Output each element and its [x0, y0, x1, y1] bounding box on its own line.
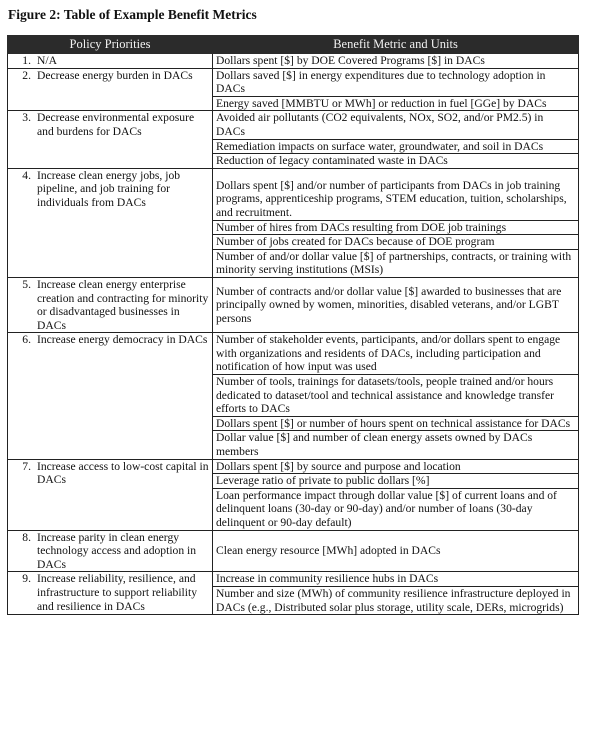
header-benefit-metric: Benefit Metric and Units — [213, 36, 579, 54]
priority-text: Increase clean energy enterprise creation and contracting for minority or disadvantaged businesses in DACs — [37, 277, 209, 332]
metric-item: Leverage ratio of private to public dollars [%] — [213, 473, 578, 488]
metric-item: Dollars saved [$] in energy expenditures due to technology adoption in DACs — [216, 68, 546, 96]
metric-item: Number and size (MWh) of community resilience infrastructure deployed in DACs (e.g., Distributed solar plus storage, utility scale, DERs, microgrids) — [213, 586, 578, 614]
table-row — [8, 459, 579, 530]
metric-cell — [213, 54, 579, 69]
priority-cell — [8, 168, 213, 277]
metric-cell — [213, 277, 579, 332]
figure-title: Figure 2: Table of Example Benefit Metrics — [8, 7, 257, 22]
priority-cell — [8, 572, 213, 615]
metric-cell — [213, 572, 579, 615]
metric-item: Dollar value [$] and number of clean energy assets owned by DACs members — [213, 430, 578, 458]
metric-item: Dollars spent [$] or number of hours spent on technical assistance for DACs — [213, 416, 578, 431]
benefit-metrics-table — [7, 35, 579, 615]
priority-number: 6. — [22, 333, 31, 347]
table-row — [8, 530, 579, 572]
priority-number: 5. — [22, 277, 31, 291]
table-row — [8, 54, 579, 69]
metric-item: Increase in community resilience hubs in DACs — [216, 572, 439, 586]
table-row — [8, 168, 579, 277]
priority-number: 3. — [22, 111, 31, 125]
priority-number: 7. — [22, 459, 31, 473]
priority-number: 4. — [22, 168, 31, 182]
metric-cell — [213, 111, 579, 168]
metric-item: Dollars spent [$] by source and purpose and location — [216, 459, 461, 473]
metric-item: Number of hires from DACs resulting from DOE job trainings — [213, 220, 578, 235]
priority-text: Increase energy democracy in DACs — [37, 333, 208, 347]
metric-item: Dollars spent [$] and/or number of participants from DACs in job training programs, apprenticeship programs, STEM education, tuition, scholarships, and recruitment. — [216, 178, 567, 219]
metric-cell — [213, 333, 579, 459]
priority-number: 2. — [22, 68, 31, 82]
table-row — [8, 572, 579, 615]
metric-item: Clean energy resource [MWh] adopted in DACs — [216, 544, 441, 558]
priority-number: 9. — [22, 572, 31, 586]
metric-cell — [213, 530, 579, 572]
priority-cell — [8, 530, 213, 572]
priority-cell — [8, 459, 213, 530]
table-row — [8, 68, 579, 111]
priority-number: 1. — [22, 54, 31, 67]
priority-text: N/A — [37, 54, 57, 67]
priority-cell — [8, 68, 213, 111]
metric-item: Loan performance impact through dollar value [$] of current loans and of delinquent loans (30-day or 90-day) and/or number of loans (30-day delinquent or 90-day default) — [213, 488, 578, 530]
table-row — [8, 111, 579, 168]
table-row — [8, 277, 579, 332]
priority-cell — [8, 333, 213, 459]
metric-cell — [213, 168, 579, 277]
table-header-row — [8, 36, 579, 54]
priority-cell — [8, 277, 213, 332]
priority-text: Increase reliability, resilience, and infrastructure to support reliability and resilience in DACs — [37, 572, 198, 613]
metric-item: Number of jobs created for DACs because of DOE program — [213, 234, 578, 249]
metric-item: Number of and/or dollar value [$] of partnerships, contracts, or training with minority serving institutions (MSIs) — [213, 249, 578, 277]
priority-number: 8. — [22, 530, 31, 544]
metric-item: Remediation impacts on surface water, groundwater, and soil in DACs — [213, 139, 578, 154]
header-policy-priorities: Policy Priorities — [8, 36, 213, 54]
metric-item: Number of stakeholder events, participants, and/or dollars spent to engage with organizations and residents of DACs, including participation and notification of how input was used — [216, 333, 561, 374]
metric-item: Number of tools, trainings for datasets/tools, people trained and/or hours dedicated to dataset/tool and technical assistance and knowledge transfer efforts to DACs — [213, 374, 578, 416]
priority-text: Decrease environmental exposure and burdens for DACs — [37, 111, 195, 138]
metric-cell — [213, 68, 579, 111]
priority-cell — [8, 111, 213, 168]
priority-cell — [8, 54, 213, 69]
metric-cell — [213, 459, 579, 530]
priority-text: Increase access to low-cost capital in DACs — [37, 459, 209, 487]
priority-text: Increase clean energy jobs, job pipeline, and job training for individuals from DACs — [37, 168, 181, 209]
priority-text: Decrease energy burden in DACs — [37, 68, 193, 82]
metric-item: Avoided air pollutants (CO2 equivalents, NOx, SO2, and/or PM2.5) in DACs — [216, 111, 544, 138]
metric-item: Reduction of legacy contaminated waste in DACs — [213, 153, 578, 168]
priority-text: Increase parity in clean energy technology access and adoption in DACs — [37, 530, 197, 571]
table-row — [8, 333, 579, 459]
metric-item: Energy saved [MMBTU or MWh] or reduction in fuel [GGe] by DACs — [213, 96, 578, 111]
metric-item: Number of contracts and/or dollar value [$] awarded to businesses that are principally owned by women, minorities, disabled veterans, and/or LGBT persons — [216, 284, 562, 325]
metric-item: Dollars spent [$] by DOE Covered Programs [$] in DACs — [216, 54, 485, 67]
